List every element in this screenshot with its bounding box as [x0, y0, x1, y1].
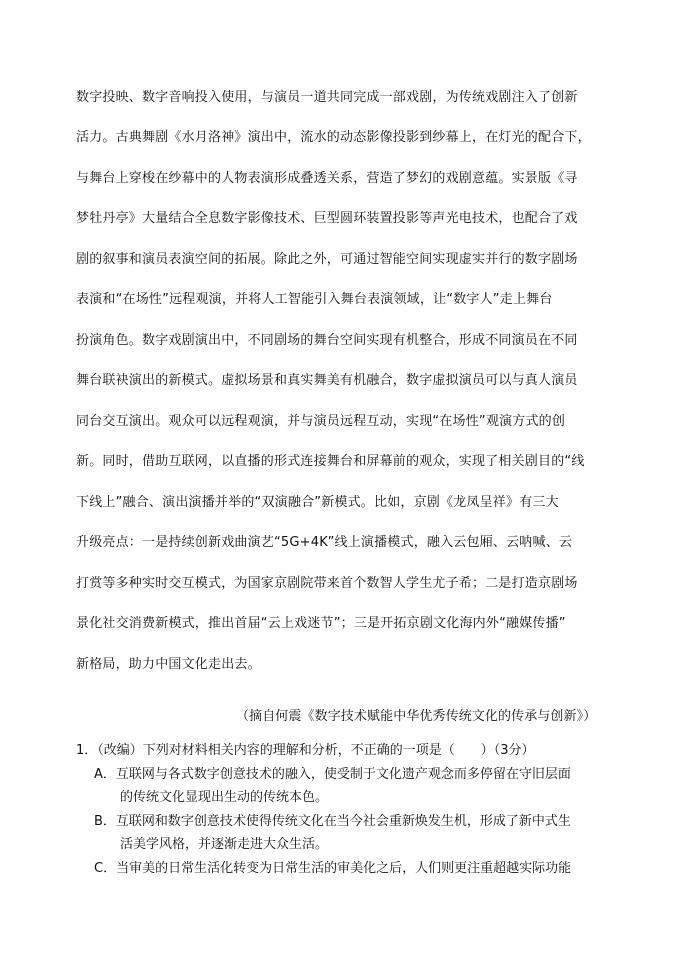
option-line: C．当审美的日常生活化转变为日常生活的审美化之后，人们则更注重超越实际功能	[94, 861, 572, 876]
passage-line: 升级亮点：一是持续创新戏曲演艺“5G+4K”线上演播模式，融入云包厢、云呐喊、云	[76, 535, 573, 550]
passage-line: 景化社交消费新模式，推出首届“云上戏迷节”；三是开拓京剧文化海内外“融媒传播”	[76, 616, 566, 631]
passage-line: 活力。古典舞剧《水月洛神》演出中，流水的动态影像投影到纱幕上，在灯光的配合下，	[76, 130, 591, 145]
passage-line: 下线上”融合、演出演播并举的“双演融合”新模式。比如，京剧《龙凤呈祥》有三大	[76, 495, 559, 510]
source-citation: （摘自何震《数字技术赋能中华优秀传统文化的传承与创新》）	[236, 709, 597, 724]
option-line: A．互联网与各式数字创意技术的融入，使受制于文化遗产观念而多停留在守旧层面	[94, 767, 571, 782]
passage-line: 同台交互演出。观众可以远程观演，并与演员远程互动，实现“在场性”观演方式的创	[76, 414, 566, 429]
passage-line: 扮演角色。数字戏剧演出中，不同剧场的舞台空间实现有机整合，形成不同演员在不同	[76, 333, 578, 348]
passage-line: 打赏等多种实时交互模式，为国家京剧院带来首个数智人学生尤子希；二是打造京剧场	[76, 576, 578, 591]
option-line: 的传统文化显现出生动的传统本色。	[120, 790, 329, 805]
passage-line: 新。同时，借助互联网，以直播的形式连接舞台和屏幕前的观众，实现了相关剧目的“线	[76, 454, 585, 469]
passage-line: 与舞台上穿梭在纱幕中的人物表演形成叠透关系，营造了梦幻的戏剧意蕴。实景版《寻	[76, 171, 578, 186]
option-line: 活美学风格，并逐渐走进大众生活。	[120, 837, 329, 852]
option-line: B．互联网和数字创意技术使得传统文化在当今社会重新焕发生机，形成了新中式生	[94, 814, 571, 829]
passage-line: 新格局，助力中国文化走出去。	[76, 657, 261, 672]
passage-line: 数字投映、数字音响投入使用，与演员一道共同完成一部戏剧，为传统戏剧注入了创新	[76, 90, 578, 105]
question-stem: 1．（改编）下列对材料相关内容的理解和分析，不正确的一项是（ ）（3分）	[76, 743, 535, 758]
passage-line: 剧的叙事和演员表演空间的拓展。除此之外，可通过智能空间实现虚实并行的数字剧场	[76, 252, 578, 267]
passage-line: 舞台联袂演出的新模式。虚拟场景和真实舞美有机融合，数字虚拟演员可以与真人演员	[76, 373, 578, 388]
passage-line: 梦牡丹亭》大量结合全息数字影像技术、巨型圆环装置投影等声光电技术，也配合了戏	[76, 211, 578, 226]
passage-line: 表演和“在场性”远程观演，并将人工智能引入舞台表演领域，让“数字人”走上舞台	[76, 292, 553, 307]
